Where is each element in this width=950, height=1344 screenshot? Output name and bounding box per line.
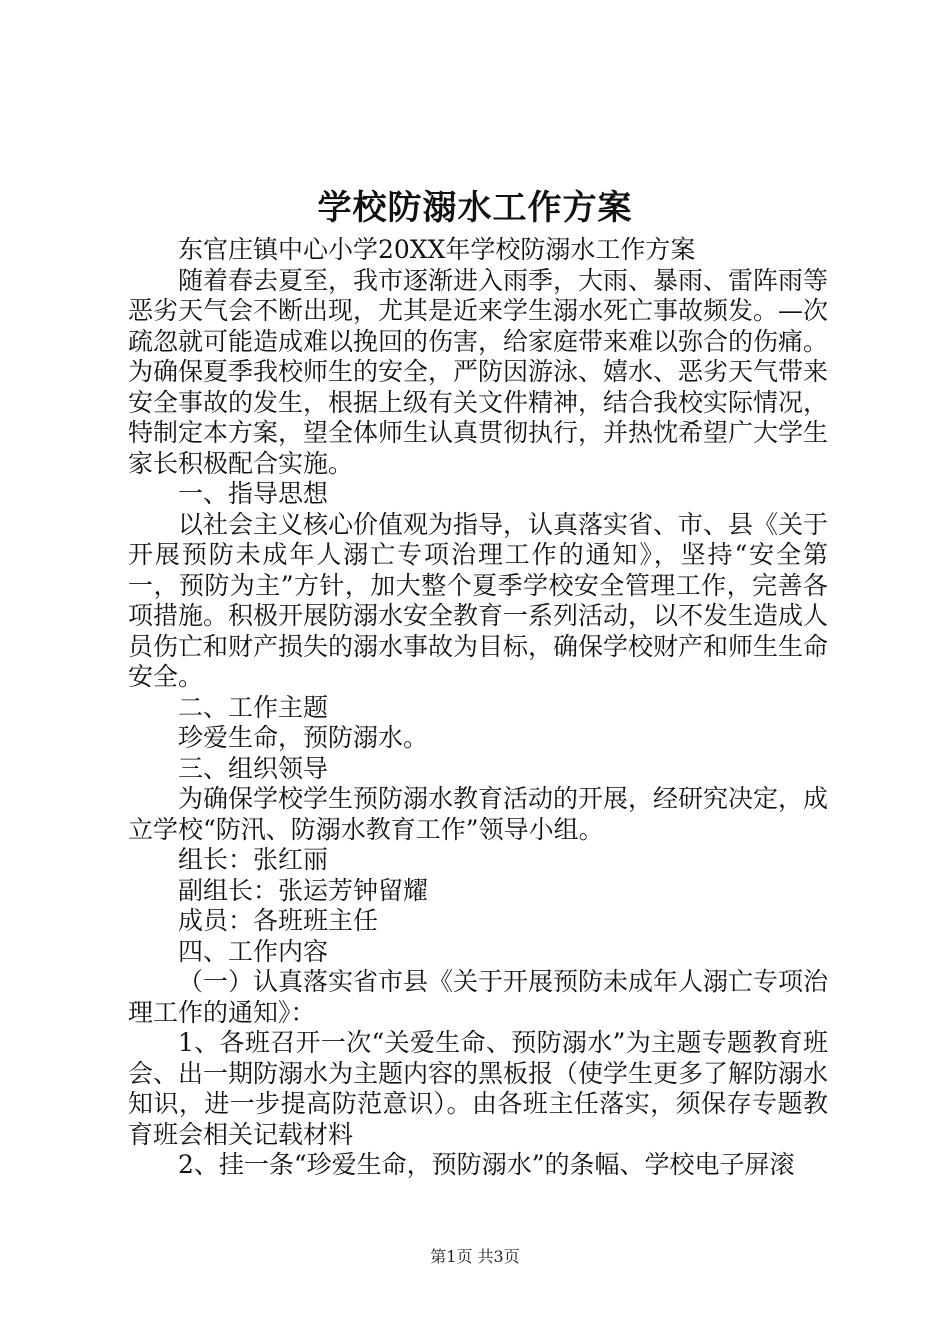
document-body <box>128 235 828 1181</box>
group-leader-line: 组长：张红丽 <box>178 845 329 874</box>
section-heading-guiding-ideology: 一、指导思想 <box>178 479 329 508</box>
document-title: 学校防溺水工作方案 <box>317 188 633 228</box>
members-line: 成员：各班班主任 <box>178 906 379 935</box>
section-heading-work-content: 四、工作内容 <box>178 936 329 966</box>
organization-paragraph: 为确保学校学生预防溺水教育活动的开展，经研究决定，成立学校“防汛、防溺水教育工作”领导小组。 <box>128 784 829 844</box>
work-content-subitem-1: 1、各班召开一次“关爱生命、预防溺水”为主题专题教育班会、出一期防溺水为主题内容的黑板报（使学生更多了解防溺水知识，进一步提高防范意识）。由各班主任落实，须保存专题教育班会相关记载材料 <box>128 1028 829 1149</box>
subtitle-line: 东官庄镇中心小学20XX年学校防溺水工作方案 <box>178 235 696 264</box>
work-theme-paragraph: 珍爱生命，预防溺水。 <box>178 723 429 752</box>
page-footer: 第1页 共3页 <box>430 1247 520 1266</box>
section-heading-work-theme: 二、工作主题 <box>178 692 329 722</box>
work-content-subitem-2: 2、挂一条“珍爱生命，预防溺水”的条幅、学校电子屏滚 <box>178 1150 795 1179</box>
work-content-item-1: （一）认真落实省市县《关于开展预防未成年人溺亡专项治理工作的通知》： <box>128 967 829 1027</box>
section-heading-organization: 三、组织领导 <box>178 753 329 783</box>
deputy-leader-line: 副组长：张运芳钟留耀 <box>178 875 429 905</box>
guiding-ideology-paragraph: 以社会主义核心价值观为指导，认真落实省、市、县《关于开展预防未成年人溺亡专项治理工作的通知》，坚持“安全第一，预防为主”方针，加大整个夏季学校安全管理工作，完善各项措施。积极开展防溺水安全教育一系列活动，以不发生造成人员伤亡和财产损失的溺水事故为目标，确保学校财产和师生生命安全。 <box>128 509 829 691</box>
intro-paragraph: 随着春去夏至，我市逐渐进入雨季，大雨、暴雨、雷阵雨等恶劣天气会不断出现，尤其是近来学生溺水死亡事故频发。—次疏忽就可能造成难以挽回的伤害，给家庭带来难以弥合的伤痛。为确保夏季我校师生的安全，严防因游泳、嬉水、恶劣天气带来安全事故的发生，根据上级有关文件精神，结合我校实际情况，特制定本方案，望全体师生认真贯彻执行，并热忱希望广大学生家长积极配合实施。 <box>128 265 829 478</box>
